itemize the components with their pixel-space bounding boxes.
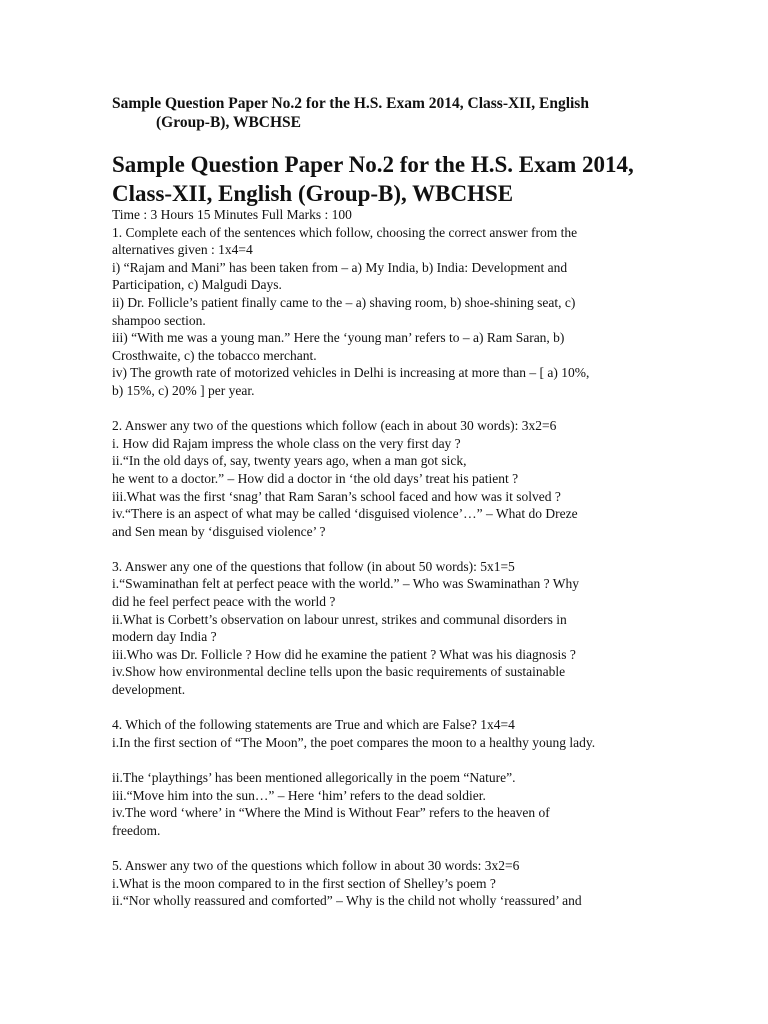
text-line: ii.“In the old days of, say, twenty years ago, when a man got sick, [112,453,467,469]
text-line: Time : 3 Hours 15 Minutes Full Marks : 100 [112,207,352,222]
title-line-1: Sample Question Paper No.2 for the H.S. Exam 2014, [112,152,634,177]
text-line: iii.What was the first ‘snag’ that Ram Saran’s school faced and how was it solved ? [112,488,561,504]
text-line: ii.The ‘playthings’ has been mentioned allegorically in the poem “Nature”. [112,770,516,785]
text-line: iii) “With me was a young man.” Here the ‘young man’ refers to – a) Ram Saran, b) [112,330,565,346]
text-line: iii.“Move him into the sun…” – Here ‘him’ refers to the dead soldier. [112,787,486,803]
text-line: i.What is the moon compared to in the first section of Shelley’s poem ? [112,875,496,891]
text-line: iv.Show how environmental decline tells upon the basic requirements of sustainable [112,664,566,680]
header-line-2: (Group-B), WBCHSE [156,114,301,131]
text-line: development. [112,682,186,698]
text-line: shampoo section. [112,312,206,328]
text-line: Crosthwaite, c) the tobacco merchant. [112,347,317,363]
text-line: i.In the first section of “The Moon”, the poet compares the moon to a healthy young lady. [112,734,596,750]
text-line: 4. Which of the following statements are True and which are False? 1x4=4 [112,717,515,733]
text-line: did he feel perfect peace with the world ? [112,594,336,610]
text-line: 3. Answer any one of the questions that follow (in about 50 words): 5x1=5 [112,558,515,574]
title-line-2: Class-XII, English (Group-B), WBCHSE [112,181,514,206]
text-line: iv.The word ‘where’ in “Where the Mind is Without Fear” refers to the heaven of [112,805,550,821]
text-line: alternatives given : 1x4=4 [112,242,253,258]
text-line: ii.“Nor wholly reassured and comforted” – Why is the child not wholly ‘reassured’ and [112,893,582,909]
text-line: freedom. [112,822,161,838]
header-title [112,94,652,132]
text-line: iii.Who was Dr. Follicle ? How did he examine the patient ? What was his diagnosis ? [112,646,576,662]
text-line: and Sen mean by ‘disguised violence’ ? [112,523,326,539]
text-line: i) “Rajam and Mani” has been taken from – a) My India, b) India: Development and [112,259,568,275]
text-line: ii) Dr. Follicle’s patient finally came to the – a) shaving room, b) shoe-shining seat, c) [112,294,576,310]
text-line: modern day India ? [112,629,217,645]
text-line: 2. Answer any two of the questions which follow (each in about 30 words): 3x2=6 [112,418,557,434]
text-line: i.“Swaminathan felt at perfect peace with the world.” – Who was Swaminathan ? Why [112,576,579,592]
text-line: 5. Answer any two of the questions which follow in about 30 words: 3x2=6 [112,857,520,873]
text-line: Participation, c) Malgudi Days. [112,277,282,293]
paragraph-gap [112,540,652,558]
text-line: b) 15%, c) 20% ] per year. [112,382,255,398]
header-line-1: Sample Question Paper No.2 for the H.S. Exam 2014, Class-XII, English [112,95,589,112]
text-line: ii.What is Corbett’s observation on labour unrest, strikes and communal disorders in [112,611,567,627]
text-line: iv.“There is an aspect of what may be called ‘disguised violence’…” – What do Dreze [112,506,578,522]
text-line: iv) The growth rate of motorized vehicles in Delhi is increasing at more than – [ a) 10%, [112,365,590,381]
text-line: i. How did Rajam impress the whole class on the very first day ? [112,435,461,451]
document-title [112,150,672,208]
paragraph-gap [112,751,652,769]
text-line: he went to a doctor.” – How did a doctor in ‘the old days’ treat his patient ? [112,470,519,486]
text-line: 1. Complete each of the sentences which follow, choosing the correct answer from the [112,224,578,240]
question-body [112,206,652,910]
paragraph-gap [112,400,652,418]
paragraph-gap [112,839,652,857]
paragraph-gap [112,699,652,717]
